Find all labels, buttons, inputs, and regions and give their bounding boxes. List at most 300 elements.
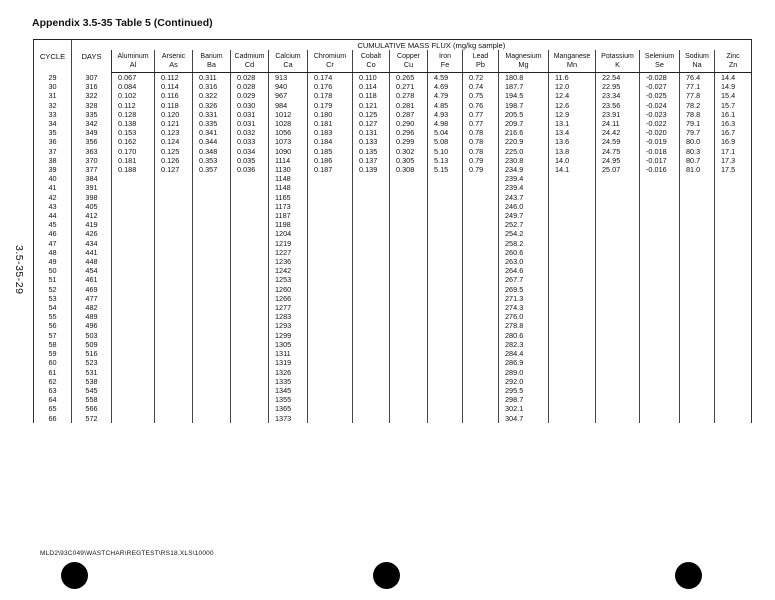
flux-cell: 276.0 — [499, 312, 549, 321]
flux-cell — [428, 285, 463, 294]
flux-cell — [715, 202, 752, 211]
flux-cell: 302.1 — [499, 404, 549, 413]
table-row — [34, 285, 752, 294]
flux-cell: 304.7 — [499, 414, 549, 423]
element-name-cd: Cadmium — [231, 50, 269, 60]
table-row — [34, 128, 752, 137]
flux-cell: 1311 — [269, 349, 308, 358]
flux-cell: 79.7 — [680, 128, 715, 137]
flux-cell: 1365 — [269, 404, 308, 413]
flux-cell: 0.341 — [193, 128, 231, 137]
flux-cell: 1204 — [269, 229, 308, 238]
flux-cell — [428, 239, 463, 248]
flux-cell — [390, 404, 428, 413]
element-symbol-mn: Mn — [549, 60, 596, 73]
flux-cell: 5.10 — [428, 147, 463, 156]
flux-cell — [193, 211, 231, 220]
element-symbol-cr: Cr — [308, 60, 353, 73]
flux-cell — [231, 349, 269, 358]
flux-cell — [353, 303, 390, 312]
flux-cell — [231, 220, 269, 229]
table-row — [34, 156, 752, 165]
flux-cell — [353, 294, 390, 303]
flux-cell: -0.017 — [640, 156, 680, 165]
flux-cell — [353, 275, 390, 284]
flux-cell: 12.9 — [549, 110, 596, 119]
cycle-cell: 63 — [34, 386, 72, 395]
table-row — [34, 91, 752, 100]
element-name-ba: Barium — [193, 50, 231, 60]
flux-cell — [549, 193, 596, 202]
flux-cell — [353, 312, 390, 321]
flux-cell — [193, 294, 231, 303]
flux-cell: 76.4 — [680, 73, 715, 83]
flux-cell: 225.0 — [499, 147, 549, 156]
flux-cell — [390, 349, 428, 358]
days-cell: 482 — [72, 303, 112, 312]
flux-cell — [112, 414, 155, 423]
table-row — [34, 331, 752, 340]
flux-cell — [428, 321, 463, 330]
flux-cell — [640, 349, 680, 358]
table-row — [34, 73, 752, 83]
flux-cell — [308, 183, 353, 192]
footer-file-path: MLD2\93C049\WASTCHAR\REGTEST\RS18.XLS\10000 — [40, 550, 214, 557]
flux-cell — [308, 257, 353, 266]
flux-cell — [155, 303, 193, 312]
table-row — [34, 193, 752, 202]
flux-cell: 1299 — [269, 331, 308, 340]
flux-cell — [390, 386, 428, 395]
flux-cell: 0.067 — [112, 73, 155, 83]
flux-cell — [715, 248, 752, 257]
flux-cell: 1326 — [269, 368, 308, 377]
flux-cell — [549, 303, 596, 312]
flux-cell — [715, 257, 752, 266]
flux-cell — [680, 414, 715, 423]
days-cell: 516 — [72, 349, 112, 358]
flux-cell: 0.187 — [308, 165, 353, 174]
cycle-cell: 62 — [34, 377, 72, 386]
table-row — [34, 368, 752, 377]
flux-cell: 15.4 — [715, 91, 752, 100]
flux-cell: 0.178 — [308, 91, 353, 100]
flux-cell: 0.79 — [463, 156, 499, 165]
flux-cell — [353, 404, 390, 413]
cycle-cell: 53 — [34, 294, 72, 303]
flux-cell — [596, 377, 640, 386]
element-name-row — [34, 50, 752, 60]
flux-cell — [112, 368, 155, 377]
flux-cell — [112, 303, 155, 312]
flux-cell — [353, 368, 390, 377]
flux-cell — [193, 220, 231, 229]
flux-cell: 220.9 — [499, 137, 549, 146]
flux-cell: 280.6 — [499, 331, 549, 340]
flux-cell — [112, 211, 155, 220]
flux-cell — [463, 229, 499, 238]
flux-cell — [155, 202, 193, 211]
flux-cell — [353, 248, 390, 257]
flux-cell — [596, 349, 640, 358]
flux-cell: 0.181 — [308, 119, 353, 128]
flux-cell: 1165 — [269, 193, 308, 202]
flux-cell — [549, 248, 596, 257]
table-row — [34, 110, 752, 119]
flux-cell — [640, 174, 680, 183]
flux-cell: 0.112 — [155, 73, 193, 83]
days-cell: 454 — [72, 266, 112, 275]
flux-cell — [155, 349, 193, 358]
days-cell: 384 — [72, 174, 112, 183]
flux-cell — [428, 220, 463, 229]
flux-cell: 0.127 — [155, 165, 193, 174]
flux-cell — [463, 239, 499, 248]
flux-cell: 230.8 — [499, 156, 549, 165]
flux-cell — [680, 257, 715, 266]
flux-cell — [390, 239, 428, 248]
cycle-cell: 35 — [34, 128, 72, 137]
flux-cell — [231, 211, 269, 220]
days-cell: 377 — [72, 165, 112, 174]
flux-cell: 5.08 — [428, 137, 463, 146]
flux-cell — [596, 202, 640, 211]
flux-cell — [193, 386, 231, 395]
flux-cell: 13.8 — [549, 147, 596, 156]
flux-cell: 0.79 — [463, 165, 499, 174]
flux-cell — [428, 266, 463, 275]
flux-cell — [353, 331, 390, 340]
cycle-cell: 59 — [34, 349, 72, 358]
flux-cell: 78.2 — [680, 101, 715, 110]
flux-cell: 246.0 — [499, 202, 549, 211]
cumulative-mass-flux-header: CUMULATIVE MASS FLUX (mg/kg sample) — [112, 40, 752, 50]
flux-cell — [463, 257, 499, 266]
days-cell: 558 — [72, 395, 112, 404]
flux-cell — [155, 395, 193, 404]
flux-cell — [112, 358, 155, 367]
flux-cell — [680, 321, 715, 330]
flux-cell — [715, 386, 752, 395]
flux-cell — [193, 229, 231, 238]
flux-cell — [353, 414, 390, 423]
table-row — [34, 101, 752, 110]
flux-cell: 0.179 — [308, 101, 353, 110]
days-cell: 477 — [72, 294, 112, 303]
flux-cell: -0.028 — [640, 73, 680, 83]
flux-cell — [428, 257, 463, 266]
flux-cell: 0.77 — [463, 119, 499, 128]
flux-cell: 0.331 — [193, 110, 231, 119]
flux-cell — [308, 303, 353, 312]
table-row — [34, 386, 752, 395]
flux-cell: 1355 — [269, 395, 308, 404]
flux-cell — [155, 174, 193, 183]
flux-cell: 80.7 — [680, 156, 715, 165]
flux-cell: 0.114 — [155, 82, 193, 91]
flux-cell: 1056 — [269, 128, 308, 137]
flux-cell: 0.118 — [155, 101, 193, 110]
flux-cell — [549, 349, 596, 358]
days-cell: 545 — [72, 386, 112, 395]
flux-cell: 243.7 — [499, 193, 549, 202]
flux-cell: 216.6 — [499, 128, 549, 137]
flux-cell — [112, 294, 155, 303]
flux-cell — [596, 404, 640, 413]
flux-cell — [463, 174, 499, 183]
flux-cell — [231, 294, 269, 303]
flux-cell — [680, 368, 715, 377]
flux-cell — [193, 340, 231, 349]
flux-cell — [715, 377, 752, 386]
flux-cell: 1114 — [269, 156, 308, 165]
flux-cell — [308, 340, 353, 349]
flux-cell: 0.78 — [463, 137, 499, 146]
flux-cell — [596, 331, 640, 340]
flux-cell: 13.1 — [549, 119, 596, 128]
flux-cell: 1227 — [269, 248, 308, 257]
flux-cell: 1293 — [269, 321, 308, 330]
flux-cell — [680, 193, 715, 202]
flux-cell — [193, 266, 231, 275]
flux-cell: -0.023 — [640, 110, 680, 119]
flux-cell: 15.7 — [715, 101, 752, 110]
flux-cell: 0.344 — [193, 137, 231, 146]
flux-cell — [715, 294, 752, 303]
flux-cell — [596, 211, 640, 220]
flux-cell — [390, 220, 428, 229]
flux-cell: 0.183 — [308, 128, 353, 137]
flux-cell — [112, 275, 155, 284]
flux-cell: 0.322 — [193, 91, 231, 100]
flux-cell — [155, 386, 193, 395]
flux-cell — [428, 358, 463, 367]
cycle-cell: 56 — [34, 321, 72, 330]
element-name-ca: Calcium — [269, 50, 308, 60]
flux-cell: 0.035 — [231, 156, 269, 165]
element-name-mn: Manganese — [549, 50, 596, 60]
flux-cell: 0.184 — [308, 137, 353, 146]
flux-cell: 78.8 — [680, 110, 715, 119]
cycle-cell: 66 — [34, 414, 72, 423]
flux-cell — [640, 239, 680, 248]
flux-cell — [640, 395, 680, 404]
flux-cell: 13.4 — [549, 128, 596, 137]
binder-hole-center — [373, 562, 400, 589]
flux-cell — [112, 404, 155, 413]
flux-cell: 0.311 — [193, 73, 231, 83]
flux-cell — [353, 193, 390, 202]
flux-cell — [596, 266, 640, 275]
element-name-al: Aluminum — [112, 50, 155, 60]
flux-cell — [463, 321, 499, 330]
flux-cell — [640, 229, 680, 238]
cycle-cell: 54 — [34, 303, 72, 312]
flux-cell — [680, 220, 715, 229]
flux-cell — [715, 275, 752, 284]
flux-cell: 1148 — [269, 183, 308, 192]
table-row — [34, 358, 752, 367]
flux-cell — [549, 386, 596, 395]
flux-cell: 0.114 — [353, 82, 390, 91]
flux-cell — [193, 358, 231, 367]
cycle-cell: 30 — [34, 82, 72, 91]
flux-cell — [193, 275, 231, 284]
flux-cell: 4.69 — [428, 82, 463, 91]
flux-cell — [193, 349, 231, 358]
flux-cell: 1305 — [269, 340, 308, 349]
flux-cell: 14.1 — [549, 165, 596, 174]
flux-cell — [428, 414, 463, 423]
days-cell: 538 — [72, 377, 112, 386]
flux-cell — [231, 174, 269, 183]
flux-cell — [193, 404, 231, 413]
flux-cell — [308, 395, 353, 404]
flux-cell — [680, 294, 715, 303]
flux-cell: 1187 — [269, 211, 308, 220]
element-symbol-as: As — [155, 60, 193, 73]
flux-cell: 0.124 — [155, 137, 193, 146]
flux-cell: 4.79 — [428, 91, 463, 100]
flux-cell — [640, 321, 680, 330]
flux-cell — [390, 193, 428, 202]
flux-cell: 0.112 — [112, 101, 155, 110]
flux-cell: 1260 — [269, 285, 308, 294]
flux-cell — [463, 294, 499, 303]
table-row — [34, 414, 752, 423]
flux-cell: 271.3 — [499, 294, 549, 303]
flux-cell: 0.138 — [112, 119, 155, 128]
flux-cell: 1283 — [269, 312, 308, 321]
cycle-cell: 65 — [34, 404, 72, 413]
flux-cell: 267.7 — [499, 275, 549, 284]
flux-cell: 0.296 — [390, 128, 428, 137]
flux-cell: 22.54 — [596, 73, 640, 83]
flux-cell: 0.305 — [390, 156, 428, 165]
flux-cell — [463, 202, 499, 211]
flux-cell: 260.6 — [499, 248, 549, 257]
flux-cell: 0.265 — [390, 73, 428, 83]
flux-cell: -0.019 — [640, 137, 680, 146]
flux-cell: 0.290 — [390, 119, 428, 128]
flux-cell — [549, 285, 596, 294]
flux-cell: 205.5 — [499, 110, 549, 119]
flux-cell: 0.084 — [112, 82, 155, 91]
flux-cell: 0.74 — [463, 82, 499, 91]
flux-cell — [231, 257, 269, 266]
flux-cell — [549, 377, 596, 386]
flux-cell — [112, 285, 155, 294]
table-row — [34, 349, 752, 358]
table-row — [34, 174, 752, 183]
flux-cell — [353, 395, 390, 404]
days-header: DAYS — [72, 40, 112, 73]
flux-cell: -0.024 — [640, 101, 680, 110]
flux-cell — [680, 377, 715, 386]
flux-cell — [596, 285, 640, 294]
element-symbol-na: Na — [680, 60, 715, 73]
flux-cell — [390, 248, 428, 257]
flux-cell: 0.030 — [231, 101, 269, 110]
flux-cell — [353, 211, 390, 220]
flux-cell — [596, 368, 640, 377]
flux-cell — [155, 377, 193, 386]
flux-cell — [390, 331, 428, 340]
days-cell: 489 — [72, 312, 112, 321]
flux-cell — [680, 331, 715, 340]
flux-cell — [231, 248, 269, 257]
flux-cell — [463, 368, 499, 377]
flux-cell: -0.022 — [640, 119, 680, 128]
flux-cell: 14.9 — [715, 82, 752, 91]
flux-cell — [308, 275, 353, 284]
flux-cell: 1073 — [269, 137, 308, 146]
flux-cell — [596, 239, 640, 248]
flux-cell: 25.07 — [596, 165, 640, 174]
flux-cell — [596, 174, 640, 183]
flux-cell: 5.13 — [428, 156, 463, 165]
flux-cell: 258.2 — [499, 239, 549, 248]
flux-cell — [155, 220, 193, 229]
flux-cell — [308, 294, 353, 303]
flux-cell — [640, 294, 680, 303]
flux-cell — [428, 303, 463, 312]
flux-cell: 1090 — [269, 147, 308, 156]
flux-cell — [596, 303, 640, 312]
flux-cell: 12.6 — [549, 101, 596, 110]
flux-cell — [193, 202, 231, 211]
flux-cell — [640, 193, 680, 202]
flux-cell — [308, 377, 353, 386]
days-cell: 572 — [72, 414, 112, 423]
flux-cell — [353, 321, 390, 330]
flux-cell: 274.3 — [499, 303, 549, 312]
flux-cell — [715, 395, 752, 404]
flux-cell — [353, 349, 390, 358]
flux-cell: -0.016 — [640, 165, 680, 174]
flux-cell — [549, 202, 596, 211]
flux-cell: -0.020 — [640, 128, 680, 137]
flux-cell — [715, 229, 752, 238]
flux-cell — [231, 303, 269, 312]
flux-cell — [155, 414, 193, 423]
flux-cell — [428, 331, 463, 340]
flux-cell: 0.120 — [155, 110, 193, 119]
days-cell: 328 — [72, 101, 112, 110]
flux-cell — [680, 386, 715, 395]
cycle-cell: 29 — [34, 73, 72, 83]
table-row — [34, 321, 752, 330]
flux-cell — [715, 331, 752, 340]
flux-cell: 984 — [269, 101, 308, 110]
flux-cell: 0.031 — [231, 110, 269, 119]
flux-cell — [715, 174, 752, 183]
flux-cell — [549, 404, 596, 413]
flux-cell — [231, 229, 269, 238]
cycle-cell: 41 — [34, 183, 72, 192]
flux-cell: 14.0 — [549, 156, 596, 165]
flux-cell — [308, 239, 353, 248]
flux-cell: 0.028 — [231, 73, 269, 83]
flux-cell — [112, 220, 155, 229]
flux-cell — [308, 404, 353, 413]
table-body — [34, 73, 752, 423]
flux-cell: 79.1 — [680, 119, 715, 128]
flux-cell — [193, 248, 231, 257]
flux-cell — [308, 266, 353, 275]
flux-cell — [155, 229, 193, 238]
table-row — [34, 377, 752, 386]
